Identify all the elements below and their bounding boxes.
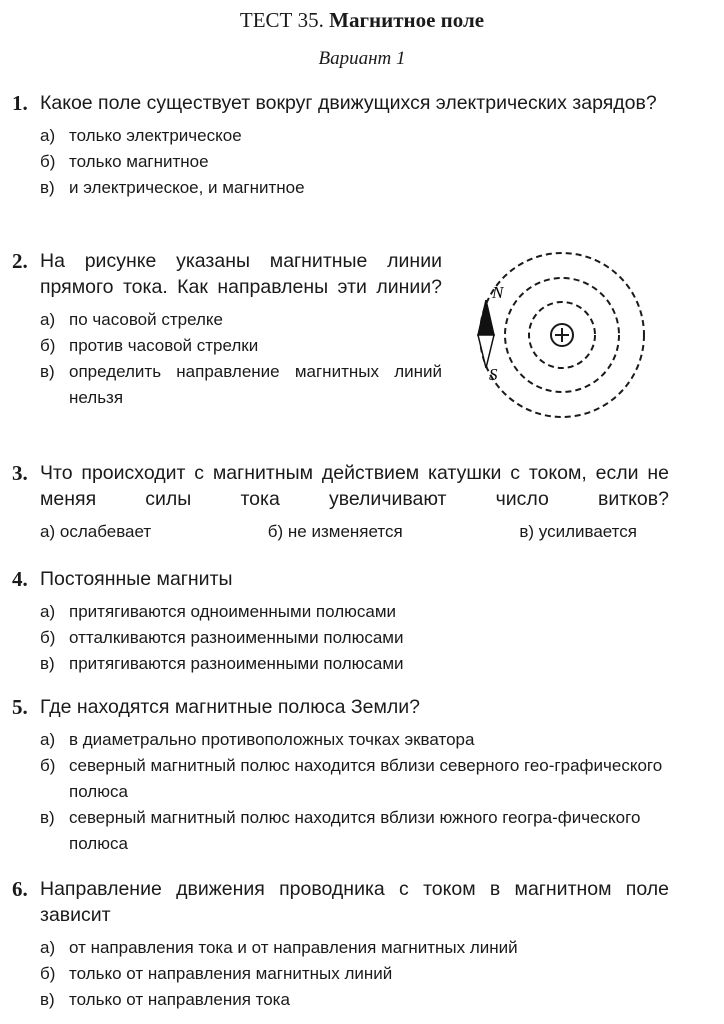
option-text: в диаметрально противоположных точках экватора bbox=[69, 730, 475, 749]
option-c[interactable] bbox=[40, 359, 442, 411]
option-label: б) bbox=[40, 152, 56, 171]
options-list bbox=[12, 123, 669, 201]
question-number: 3. bbox=[12, 461, 28, 485]
question-2 bbox=[12, 248, 442, 411]
question-6 bbox=[12, 876, 669, 1013]
options-list bbox=[12, 519, 669, 545]
option-text: северный магнитный полюс находится вблизи южного геогра-фического полюса bbox=[69, 808, 641, 853]
option-label: б) bbox=[40, 756, 56, 775]
option-label: в) bbox=[40, 808, 55, 827]
option-a[interactable] bbox=[40, 599, 669, 625]
compass-north-label: N bbox=[492, 283, 504, 302]
question-number: 6. bbox=[12, 877, 28, 901]
question-text: Постоянные магниты bbox=[40, 568, 233, 590]
option-text: притягиваются разноименными полюсами bbox=[69, 654, 404, 673]
option-text: усиливается bbox=[538, 522, 637, 541]
option-text: отталкиваются разноименными полюсами bbox=[69, 628, 404, 647]
option-c[interactable] bbox=[40, 805, 669, 857]
question-number: 2. bbox=[12, 249, 28, 273]
option-text: северный магнитный полюс находится вблизи северного гео-графического полюса bbox=[69, 756, 663, 801]
question-3 bbox=[12, 460, 669, 545]
question-number: 1. bbox=[12, 91, 28, 115]
option-c[interactable] bbox=[40, 651, 669, 677]
question-number: 4. bbox=[12, 567, 28, 591]
option-label: а) bbox=[40, 938, 56, 957]
option-b[interactable] bbox=[40, 753, 669, 805]
question-text: Направление движения проводника с током в магнитном поле зависит bbox=[40, 878, 669, 926]
option-label: в) bbox=[40, 990, 55, 1009]
option-a[interactable] bbox=[40, 307, 442, 333]
option-label: а) bbox=[40, 602, 56, 621]
question-4 bbox=[12, 566, 669, 677]
option-c[interactable] bbox=[40, 987, 669, 1013]
options-list bbox=[12, 727, 669, 857]
option-label: в) bbox=[40, 178, 55, 197]
option-text: только от направления тока bbox=[69, 990, 290, 1009]
option-label: б) bbox=[267, 522, 284, 541]
options-list bbox=[12, 935, 669, 1013]
option-text: от направления тока и от направления магнитных линий bbox=[69, 938, 518, 957]
option-b[interactable] bbox=[40, 961, 669, 987]
compass-south-label: S bbox=[489, 365, 498, 384]
question-number: 5. bbox=[12, 695, 28, 719]
option-b[interactable] bbox=[268, 519, 403, 545]
option-c[interactable] bbox=[519, 519, 637, 545]
option-c[interactable] bbox=[40, 175, 669, 201]
option-label: б) bbox=[40, 628, 56, 647]
option-text: не изменяется bbox=[287, 522, 403, 541]
variant-label: Вариант 1 bbox=[318, 48, 406, 69]
option-text: только электрическое bbox=[69, 126, 242, 145]
option-a[interactable] bbox=[40, 727, 669, 753]
magnetic-field-figure bbox=[466, 250, 666, 432]
option-text: ослабевает bbox=[59, 522, 152, 541]
option-a[interactable] bbox=[40, 123, 669, 149]
question-1 bbox=[12, 90, 669, 201]
option-text: и электрическое, и магнитное bbox=[69, 178, 305, 197]
option-label: б) bbox=[40, 964, 56, 983]
option-text: против часовой стрелки bbox=[69, 336, 259, 355]
option-label: а) bbox=[40, 730, 56, 749]
compass-south-icon bbox=[478, 335, 494, 368]
option-label: а) bbox=[40, 126, 56, 145]
option-label: б) bbox=[40, 336, 56, 355]
option-b[interactable] bbox=[40, 149, 669, 175]
option-text: определить направление магнитных линий нельзя bbox=[69, 362, 442, 407]
compass-north-icon bbox=[478, 300, 494, 335]
option-label: в) bbox=[519, 522, 535, 541]
option-label: в) bbox=[40, 654, 55, 673]
option-a[interactable] bbox=[40, 935, 669, 961]
option-label: а) bbox=[40, 310, 56, 329]
page-title bbox=[0, 8, 724, 33]
option-b[interactable] bbox=[40, 333, 442, 359]
option-text: только магнитное bbox=[69, 152, 209, 171]
question-5 bbox=[12, 694, 669, 857]
question-text: Где находятся магнитные полюса Земли? bbox=[40, 696, 420, 718]
option-text: по часовой стрелке bbox=[69, 310, 223, 329]
option-label: в) bbox=[40, 362, 55, 381]
option-label: а) bbox=[40, 522, 56, 541]
question-text: Какое поле существует вокруг движущихся электрических зарядов? bbox=[40, 92, 657, 114]
option-text: только от направления магнитных линий bbox=[69, 964, 393, 983]
option-text: притягиваются одноименными полюсами bbox=[69, 602, 397, 621]
test-label: ТЕСТ 35. bbox=[239, 8, 324, 32]
option-a[interactable] bbox=[40, 519, 151, 545]
options-list bbox=[12, 599, 669, 677]
test-topic: Магнитное поле bbox=[329, 8, 485, 32]
question-text: На рисунке указаны магнитные линии прямого тока. Как направлены эти линии? bbox=[40, 250, 442, 298]
option-b[interactable] bbox=[40, 625, 669, 651]
options-list bbox=[12, 307, 442, 411]
question-text: Что происходит с магнитным действием катушки с током, если не меняя силы тока увеличивают число витков? bbox=[40, 462, 669, 510]
